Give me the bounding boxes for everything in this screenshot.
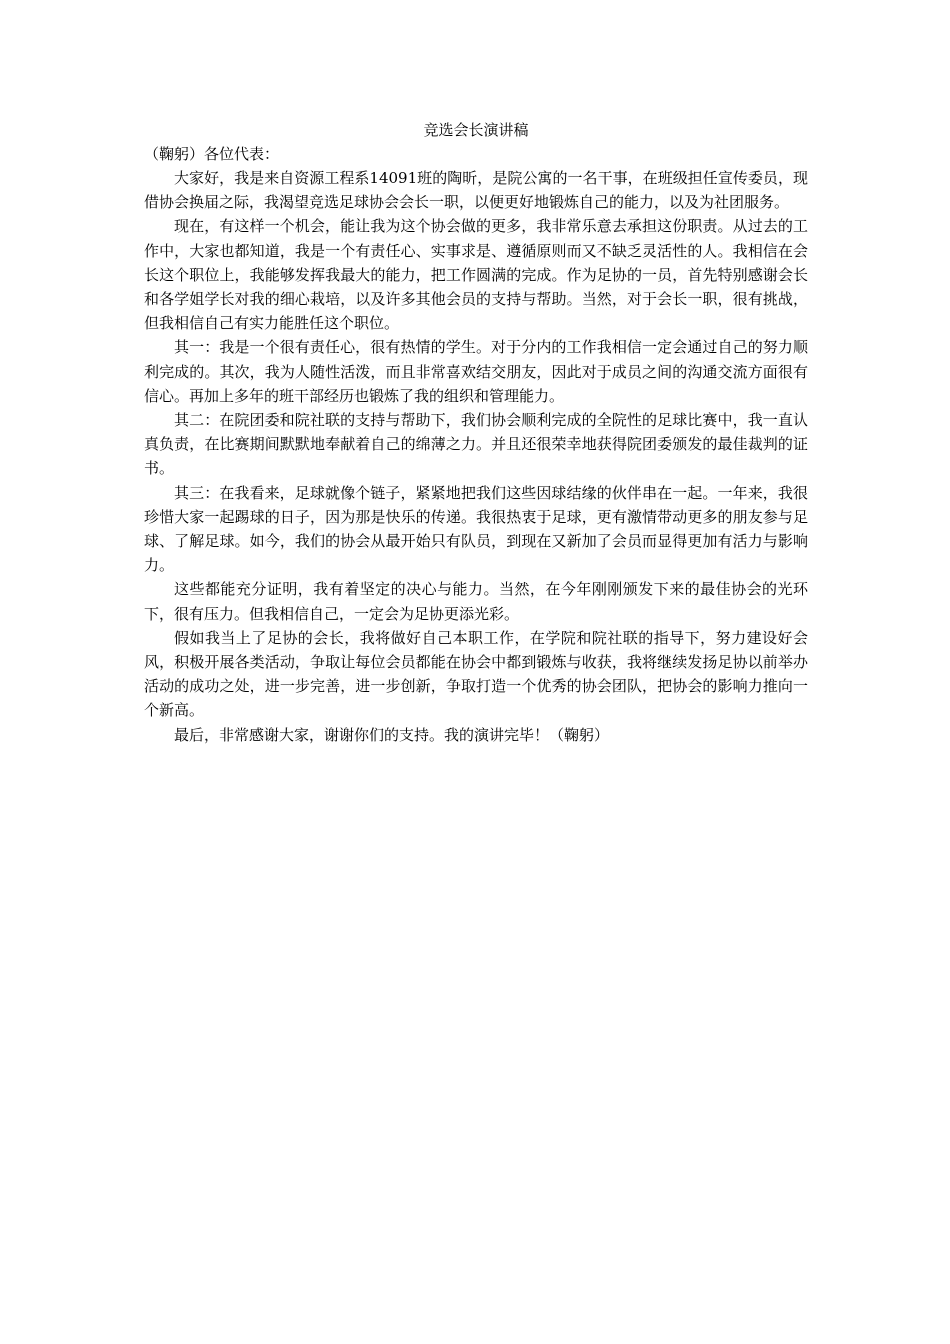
paragraph-proof: 这些都能充分证明，我有着坚定的决心与能力。当然，在今年刚刚颁发下来的最佳协会的光环下，很有压力。但我相信自己，一定会为足协更添光彩。	[144, 580, 808, 623]
paragraph-point-three: 其三：在我看来，足球就像个链子，紧紧地把我们这些因球结缘的伙伴串在一起。一年来，我很珍惜大家一起踢球的日子，因为那是快乐的传递。我很热衷于足球，更有激情带动更多的朋友参与足球、了解足球。如今，我们的协会从最开始只有队员，到现在又新加了会员而显得更加有活力与影响力。	[144, 483, 808, 575]
document-page	[144, 118, 808, 747]
salutation: （鞠躬）各位代表：	[144, 145, 280, 163]
paragraph-plan: 假如我当上了足协的会长，我将做好自己本职工作，在学院和院社联的指导下，努力建设好会风，积极开展各类活动，争取让每位会员都能在协会中都到锻炼与收获，我将继续发扬足协以前举办活动的成功之处，进一步完善，进一步创新，争取打造一个优秀的协会团队，把协会的影响力推向一个新高。	[144, 628, 808, 720]
paragraph-opportunity: 现在，有这样一个机会，能让我为这个协会做的更多，我非常乐意去承担这份职责。从过去的工作中，大家也都知道，我是一个有责任心、实事求是、遵循原则而又不缺乏灵活性的人。我相信在会长这个职位上，我能够发挥我最大的能力，把工作圆满的完成。作为足协的一员，首先特别感谢会长和各学姐学长对我的细心栽培，以及许多其他会员的支持与帮助。当然，对于会长一职，很有挑战，但我相信自己有实力能胜任这个职位。	[144, 217, 808, 333]
paragraph-closing: 最后，非常感谢大家，谢谢你们的支持。我的演讲完毕！（鞠躬）	[174, 725, 610, 744]
paragraph-point-one: 其一：我是一个很有责任心，很有热情的学生。对于分内的工作我相信一定会通过自己的努力顺利完成的。其次，我为人随性活泼，而且非常喜欢结交朋友，因此对于成员之间的沟通交流方面很有信心。再加上多年的班干部经历也锻炼了我的组织和管理能力。	[144, 338, 808, 405]
paragraph-intro: 大家好，我是来自资源工程系14091班的陶昕，是院公寓的一名干事，在班级担任宣传委员，现借协会换届之际，我渴望竞选足球协会会长一职，以便更好地锻炼自己的能力，以及为社团服务。	[144, 169, 808, 212]
paragraph-point-two: 其二：在院团委和院社联的支持与帮助下，我们协会顺利完成的全院性的足球比赛中，我一直认真负责，在比赛期间默默地奉献着自己的绵薄之力。并且还很荣幸地获得院团委颁发的最佳裁判的证书。	[144, 411, 808, 478]
document-title: 竞选会长演讲稿	[423, 121, 529, 139]
